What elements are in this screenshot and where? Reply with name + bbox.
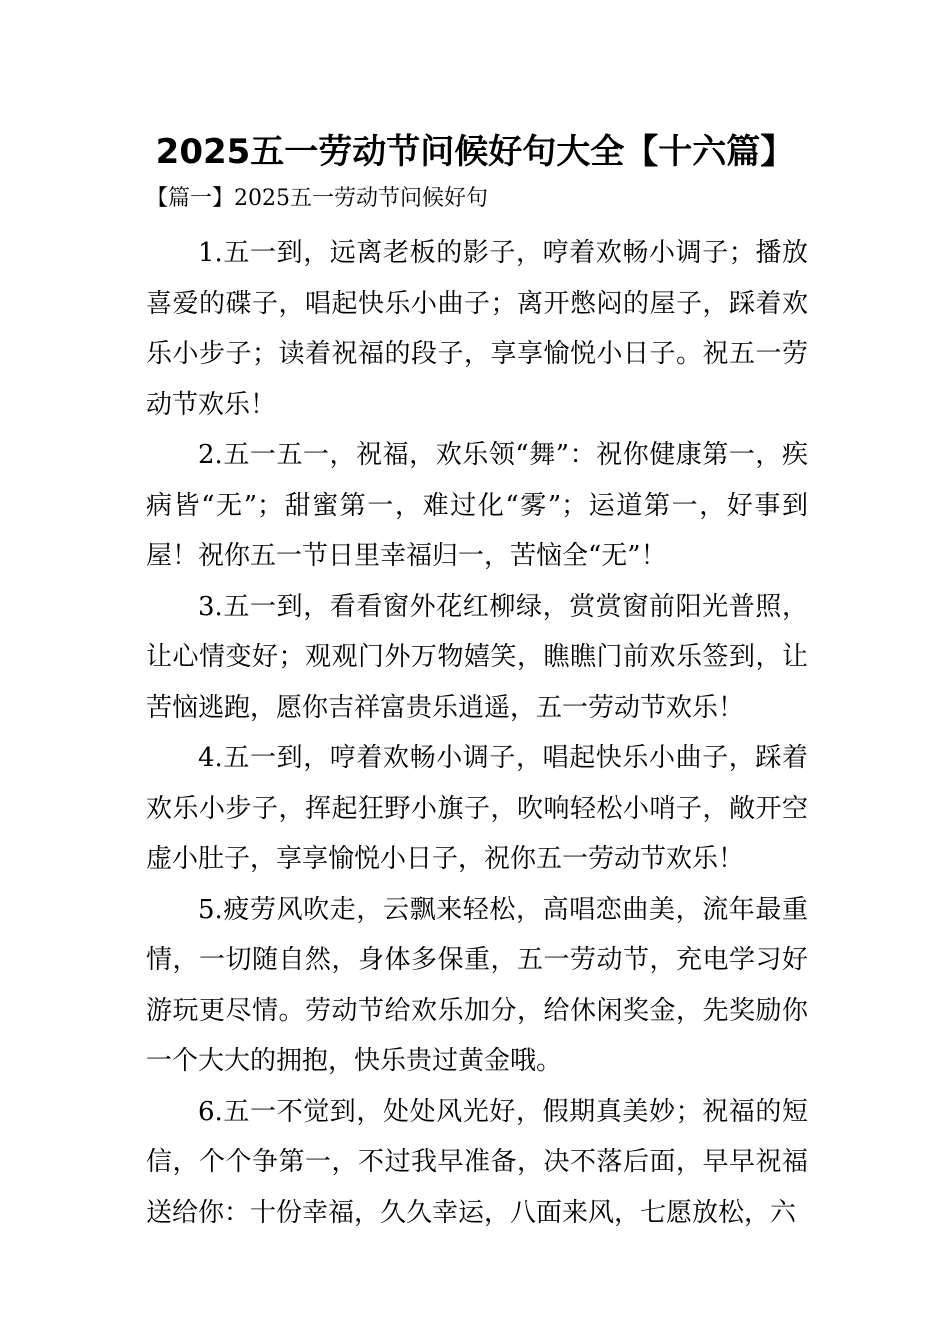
paragraph-2: 2.五一五一，祝福，欢乐领“舞”：祝你健康第一，疾病皆“无”；甜蜜第一，难过化“雾”；运道第一，好事到屋！祝你五一节日里幸福归一，苦恼全“无”！ <box>146 440 808 571</box>
document-body <box>146 228 808 1238</box>
document-title: 2025五一劳动节问候好句大全【十六篇】 <box>155 132 795 172</box>
paragraph-3: 3.五一到，看看窗外花红柳绿，赏赏窗前阳光普照，让心情变好；观观门外万物嬉笑，瞧瞧门前欢乐签到，让苦恼逃跑，愿你吉祥富贵乐逍遥，五一劳动节欢乐！ <box>146 591 808 723</box>
paragraph-5: 5.疲劳风吹走，云飘来轻松，高唱恋曲美，流年最重情，一切随自然，身体多保重，五一劳动节，充电学习好游玩更尽情。劳动节给欢乐加分，给休闲奖金，先奖励你一个大大的拥抱，快乐贵过黄金哦。 <box>146 894 808 1076</box>
paragraph-1: 1.五一到，远离老板的影子，哼着欢畅小调子；播放喜爱的碟子，唱起快乐小曲子；离开憋闷的屋子，踩着欢乐小步子；读着祝福的段子，享享愉悦小日子。祝五一劳动节欢乐！ <box>146 238 808 420</box>
section-heading: 【篇一】2025五一劳动节问候好句 <box>146 186 488 211</box>
paragraph-4: 4.五一到，哼着欢畅小调子，唱起快乐小曲子，踩着欢乐小步子，挥起狂野小旗子，吹响轻松小哨子，敞开空虚小肚子，享享愉悦小日子，祝你五一劳动节欢乐！ <box>146 743 808 874</box>
paragraph-6: 6.五一不觉到，处处风光好，假期真美妙；祝福的短信，个个争第一，不过我早准备，决不落后面，早早祝福送给你：十份幸福，久久幸运，八面来风，七愿放松，六 <box>146 1096 808 1228</box>
